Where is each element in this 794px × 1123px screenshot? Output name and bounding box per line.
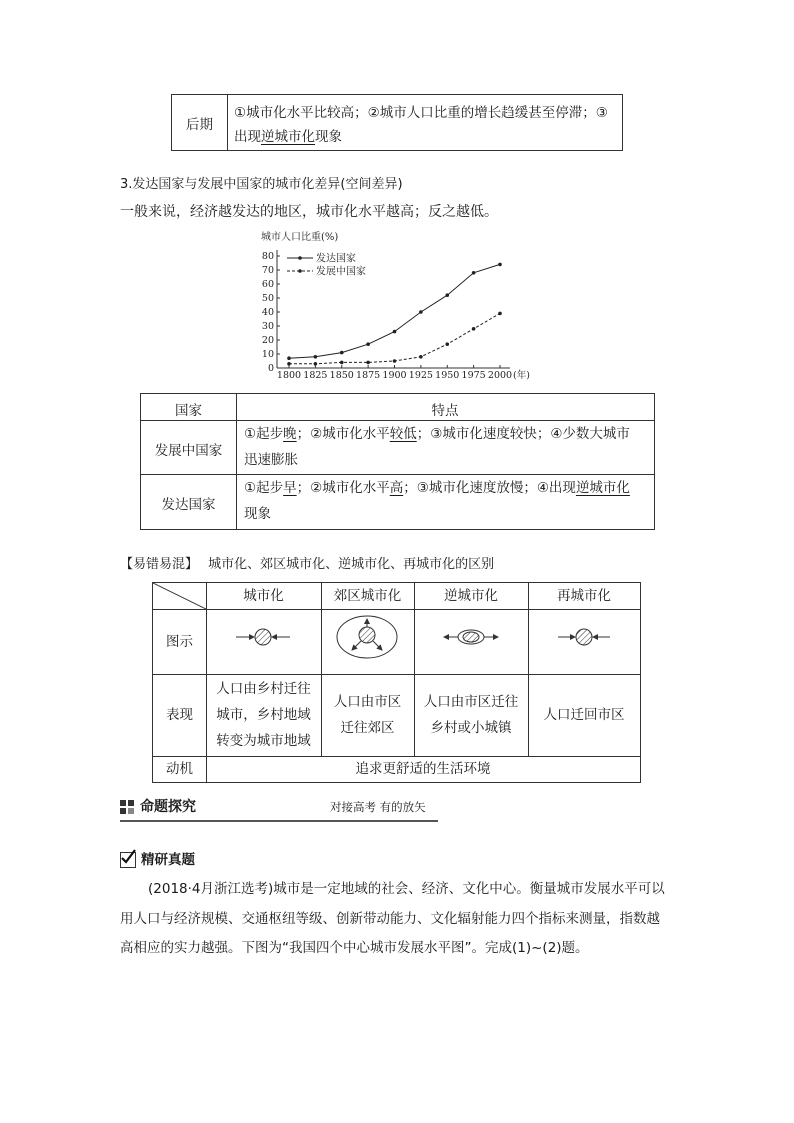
legend-marker <box>298 269 302 273</box>
row-developing-country: 发展中国家 <box>154 443 223 459</box>
data-point <box>366 342 370 346</box>
data-point <box>419 310 423 314</box>
x-tick-label: 1800 <box>276 370 302 381</box>
text-seg: ①起步 <box>244 426 284 442</box>
data-point <box>498 312 502 316</box>
study-line-1: (2018·4月浙江选考)城市是一定地域的社会、经济、文化中心。衡量城市发展水平可以 <box>148 881 665 897</box>
checkbox-icon <box>120 852 136 868</box>
late-stage-line-1: ①城市化水平比较高；②城市人口比重的增长趋缓甚至停滞；③ <box>234 105 608 121</box>
data-point <box>287 356 291 360</box>
data-point <box>366 361 370 365</box>
section-bar-title: 命题探究 <box>140 799 196 815</box>
col-re-urbanization: 再城市化 <box>557 588 611 604</box>
chart-y-label: 城市人口比重(%) <box>261 232 339 243</box>
y-tick-label: 40 <box>261 307 274 318</box>
series-line-0 <box>289 264 500 358</box>
y-tick-label: 50 <box>261 293 274 304</box>
text-seg: ；③城市化速度放慢；④出现 <box>403 480 576 496</box>
counter-urbanization-diagram <box>414 609 528 674</box>
urbanization-types-table <box>152 582 641 783</box>
x-tick-label: 1950 <box>435 370 460 381</box>
late-text-post: 现象 <box>315 129 342 145</box>
data-point <box>287 362 291 366</box>
text-seg: ；③城市化速度较快；④少数大城市 <box>416 426 630 442</box>
behavior-re-urbanization: 人口迁回市区 <box>543 707 625 723</box>
late-stage-table <box>171 94 623 151</box>
y-tick-label: 20 <box>261 335 274 346</box>
chart-x-label: (年) <box>513 370 530 381</box>
developing-line-2: 迅速膨胀 <box>244 452 298 468</box>
confusion-title: 城市化、郊区城市化、逆城市化、再城市化的区别 <box>208 557 495 572</box>
section-bar <box>120 797 438 823</box>
data-point <box>393 359 397 363</box>
x-tick-label: 1875 <box>356 370 381 381</box>
data-point <box>472 327 476 331</box>
developed-line-1 <box>244 475 648 501</box>
re-urbanization-diagram <box>528 609 640 674</box>
x-tick-label: 1925 <box>408 370 433 381</box>
section-3-intro: 一般来说，经济越发达的地区，城市化水平越高；反之越低。 <box>120 204 498 220</box>
behavior-suburbanization: 人口由市区 迁往郊区 <box>333 694 402 736</box>
text-underlined: 高 <box>389 480 404 496</box>
text-underlined: 早 <box>283 480 297 496</box>
behavior-counter-urbanization: 人口由市区迁往 乡村或小城镇 <box>423 694 519 736</box>
text-underlined: 晚 <box>283 426 297 442</box>
section-bar-rule <box>120 820 438 822</box>
y-tick-label: 10 <box>261 349 274 360</box>
late-stage-line-2 <box>234 125 618 149</box>
legend-label: 发达国家 <box>316 253 356 265</box>
legend-marker <box>298 256 302 260</box>
text-underlined: 较低 <box>389 426 417 442</box>
data-point <box>419 355 423 359</box>
study-heading: 精研真题 <box>141 852 195 868</box>
x-tick-label: 1900 <box>382 370 407 381</box>
data-point <box>340 351 344 355</box>
row-developed-features <box>244 475 648 527</box>
corner-diagonal <box>153 583 206 609</box>
text-seg: ①起步 <box>244 480 284 496</box>
row-label-diagram: 图示 <box>166 633 193 650</box>
suburbanization-diagram <box>321 609 414 674</box>
row-developing-features <box>244 421 648 473</box>
study-line-3: 高相应的实力越强。下图为“我国四个中心城市发展水平图”。完成(1)~(2)题。 <box>120 940 589 956</box>
text-underlined: 逆城市化 <box>575 480 630 496</box>
y-tick-label: 60 <box>261 279 274 290</box>
data-point <box>393 330 397 334</box>
row-developed-country: 发达国家 <box>161 497 216 513</box>
col-urbanization: 城市化 <box>243 588 284 604</box>
late-text-pre: 出现 <box>234 129 261 145</box>
urbanization-chart <box>255 228 545 383</box>
text-seg: ；②城市化水平 <box>296 480 390 496</box>
section-bar-subtitle: 对接高考 有的放矢 <box>330 800 426 814</box>
legend-label: 发展中国家 <box>316 266 366 278</box>
developed-line-2: 现象 <box>244 506 271 522</box>
y-tick-label: 0 <box>267 363 274 374</box>
x-tick-label: 1825 <box>303 370 328 381</box>
late-stage-text <box>234 101 618 149</box>
y-tick-label: 80 <box>261 251 274 262</box>
confusion-heading <box>120 558 494 571</box>
x-tick-label: 1850 <box>329 370 354 381</box>
motive-text: 追求更舒适的生活环境 <box>355 761 491 777</box>
late-stage-label: 后期 <box>172 95 228 150</box>
late-text-underlined: 逆城市化 <box>261 129 315 145</box>
col-suburbanization: 郊区城市化 <box>333 588 402 604</box>
country-comparison-table <box>140 393 655 530</box>
header-country: 国家 <box>175 403 202 419</box>
developing-line-1 <box>244 421 648 447</box>
data-point <box>314 355 318 359</box>
study-line-2: 用人口与经济规模、交通枢纽等级、创新带动能力、文化辐射能力四个指标来测量，指数越 <box>120 911 660 927</box>
x-tick-label: 1975 <box>461 370 486 381</box>
urbanization-diagram <box>206 609 321 674</box>
header-feature: 特点 <box>431 403 459 419</box>
data-point <box>314 362 318 366</box>
y-tick-label: 30 <box>261 321 274 332</box>
data-point <box>498 263 502 267</box>
confusion-tag: 【易错易混】 <box>120 557 199 572</box>
behavior-urbanization: 人口由乡村迁往 城市，乡村地域 转变为城市地域 <box>216 681 311 749</box>
data-point <box>445 342 449 346</box>
text-seg: ；②城市化水平 <box>296 426 390 442</box>
data-point <box>445 293 449 297</box>
row-label-motive: 动机 <box>166 761 193 777</box>
square-icon <box>120 800 134 814</box>
col-counter-urbanization: 逆城市化 <box>444 588 498 604</box>
x-tick-label: 2000 <box>487 370 513 381</box>
y-tick-label: 70 <box>261 265 274 276</box>
section-3-heading: 3.发达国家与发展中国家的城市化差异(空间差异) <box>120 177 403 192</box>
data-point <box>472 271 476 275</box>
row-label-behavior: 表现 <box>166 707 193 723</box>
data-point <box>340 361 344 365</box>
